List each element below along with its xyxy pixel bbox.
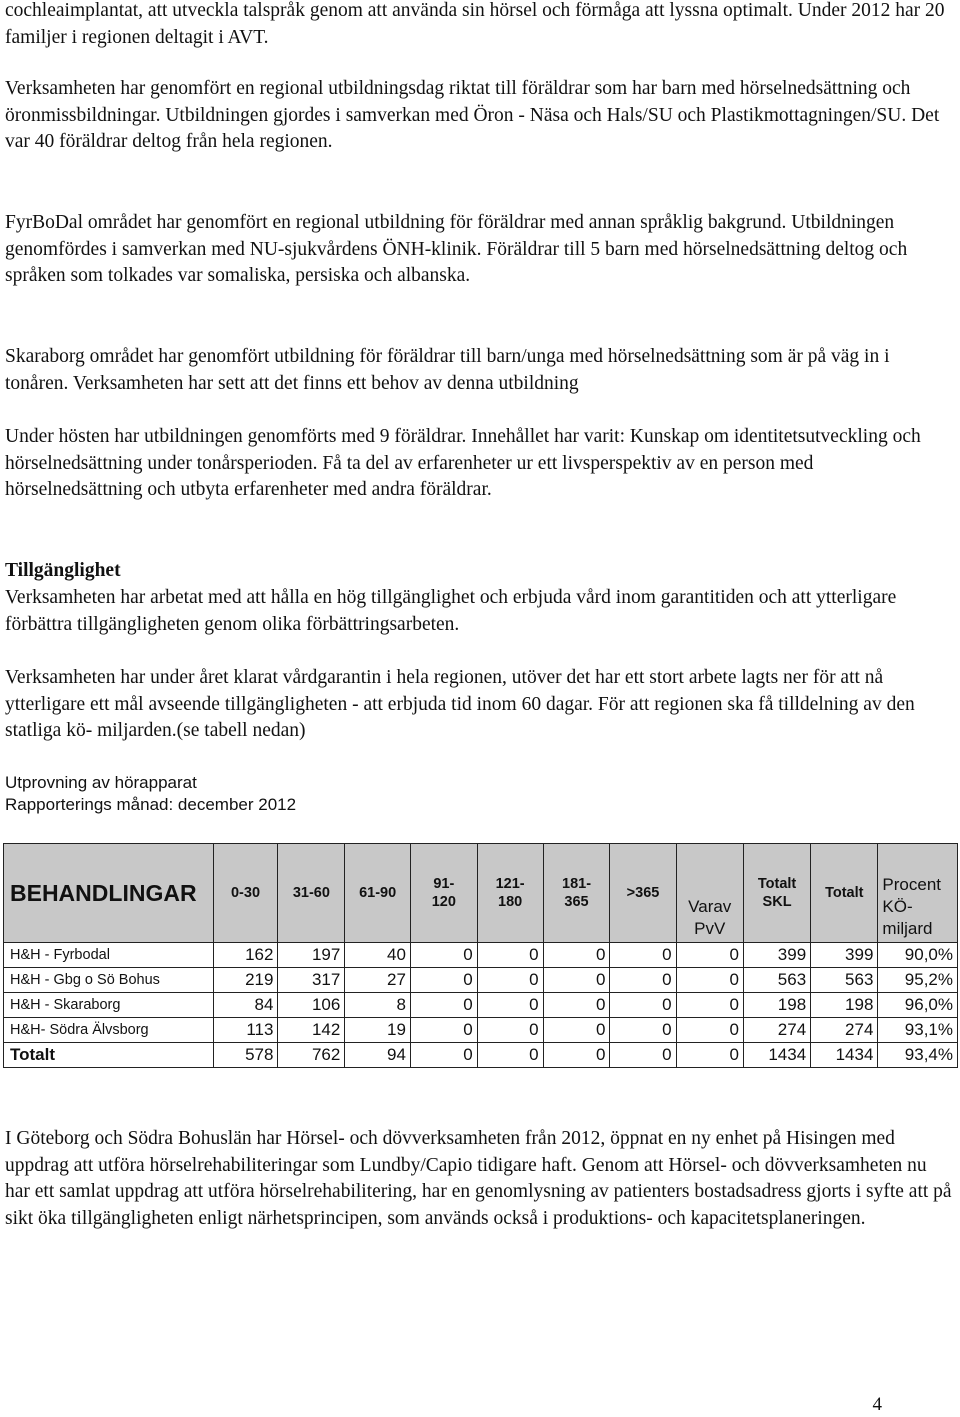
table-cell: 399 — [811, 943, 878, 968]
table-cell: 0 — [610, 993, 676, 1018]
table-cell: 219 — [213, 968, 278, 993]
row-label: H&H- Södra Älvsborg — [4, 1018, 214, 1043]
paragraph-avt: cochleaimplantat, att utveckla talspråk genom att använda sin hörsel och förmåga att lyssna optimalt. Under 2012 har 20 familjer i regionen deltagit i AVT. — [5, 0, 945, 48]
col-header: >365 — [610, 844, 676, 943]
table-cell: 317 — [278, 968, 345, 993]
table-cell: 563 — [743, 968, 810, 993]
table-cell: 399 — [743, 943, 810, 968]
table-cell: 1434 — [811, 1043, 878, 1068]
table-cell: 8 — [345, 993, 411, 1018]
table-cell: 0 — [610, 943, 676, 968]
table-cell: 96,0% — [878, 993, 958, 1018]
section-heading-tillganglighet: Tillgänglighet — [5, 560, 121, 581]
table-cell: 94 — [345, 1043, 411, 1068]
paragraph-utbildningsdag: Verksamheten har genomfört en regional utbildningsdag riktat till föräldrar som har barn med hörselnedsättning och öronmissbildningar. Utbildningen gjordes i samverkan med Öron - Näsa och Hals/SU och Plastikmottagningen/SU. Det var 40 föräldrar deltog från hela regionen. — [5, 78, 940, 153]
behandlingar-table — [3, 843, 958, 1068]
table-cell: 27 — [345, 968, 411, 993]
table-cell: 0 — [477, 968, 543, 993]
table-cell: 0 — [477, 1018, 543, 1043]
table-cell: 95,2% — [878, 968, 958, 993]
paragraph-skaraborg: Skaraborg området har genomfört utbildning för föräldrar till barn/unga med hörselnedsättning som är på väg in i tonåren. Verksamheten har sett att det finns ett behov av denna utbildning — [5, 346, 890, 394]
paragraph-vardgaranti: Verksamheten har under året klarat vårdgarantin i hela regionen, utöver det har ett stort arbete lagts ner för att nå ytterligare ett mål avseende tillgängligheten - att erbjuda tid inom 60 dagar. För att regionen ska få tilldelning av den statliga kö- miljarden.(se tabell nedan) — [5, 667, 915, 742]
table-cell: 563 — [811, 968, 878, 993]
table-cell: 0 — [543, 993, 610, 1018]
table-cell: 0 — [676, 943, 743, 968]
table-cell: 113 — [213, 1018, 278, 1043]
table-cell: 93,4% — [878, 1043, 958, 1068]
table-cell: 93,1% — [878, 1018, 958, 1043]
table-cell: 19 — [345, 1018, 411, 1043]
col-header: Procent KÖ- miljard — [878, 844, 958, 943]
table-cell: 0 — [410, 993, 477, 1018]
table-cell: 0 — [410, 1043, 477, 1068]
col-header: 0-30 — [213, 844, 278, 943]
page-number: 4 — [872, 1394, 882, 1415]
table-cell: 0 — [676, 1043, 743, 1068]
table-cell: 274 — [743, 1018, 810, 1043]
col-header: 31-60 — [278, 844, 345, 943]
table-cell: 0 — [410, 968, 477, 993]
table-cell: 0 — [410, 1018, 477, 1043]
col-header: 121- 180 — [477, 844, 543, 943]
table-cell: 0 — [543, 1043, 610, 1068]
table-cell: 162 — [213, 943, 278, 968]
table-caption-utprovning: Utprovning av hörapparat — [5, 773, 197, 792]
col-header: Totalt SKL — [743, 844, 810, 943]
row-label: Totalt — [4, 1043, 214, 1068]
table-cell: 0 — [543, 943, 610, 968]
table-cell: 0 — [477, 943, 543, 968]
col-header: 181- 365 — [543, 844, 610, 943]
paragraph-goteborg: I Göteborg och Södra Bohuslän har Hörsel- och dövverksamheten från 2012, öppnat en ny enhet på Hisingen med uppdrag att utföra hörselrehabiliteringar som Lundby/Capio tidigare haft. Genom att Hörsel- och dövverksamheten nu har ett samlat uppdrag att utföra hörselrehabilitering, har en genomlysning av patienters bostadsadress gjorts i syfte att på sikt öka tillgängligheten enligt närhetsprincipen, som används också i produktions- och kapacitetsplaneringen. — [5, 1128, 952, 1230]
table-cell: 198 — [743, 993, 810, 1018]
table-cell: 1434 — [743, 1043, 810, 1068]
paragraph-tillganglighet: Verksamheten har arbetat med att hålla en hög tillgänglighet och erbjuda vård inom garantitiden och att ytterligare förbättra tillgängligheten genom olika förbättringsarbeten. — [5, 587, 897, 635]
table-cell: 0 — [477, 993, 543, 1018]
paragraph-skaraborg-hosten: Under hösten har utbildningen genomförts med 9 föräldrar. Innehållet har varit: Kunskap om identitetsutveckling och hörselnedsättning under tonårsperioden. Få ta del av erfarenheter ur ett livsperspektiv av en person med hörselnedsättning och utbyta erfarenheter med andra föräldrar. — [5, 426, 921, 501]
row-label: H&H - Skaraborg — [4, 993, 214, 1018]
table-row — [4, 1018, 958, 1043]
table-header-row — [4, 844, 958, 943]
row-label: H&H - Fyrbodal — [4, 943, 214, 968]
table-row-total — [4, 1043, 958, 1068]
table-caption-month: Rapporterings månad: december 2012 — [5, 795, 297, 814]
table-row — [4, 993, 958, 1018]
table-cell: 578 — [213, 1043, 278, 1068]
table-cell: 0 — [610, 968, 676, 993]
row-label: H&H - Gbg o Sö Bohus — [4, 968, 214, 993]
col-header: 91- 120 — [410, 844, 477, 943]
table-cell: 84 — [213, 993, 278, 1018]
col-header: Varav PvV — [676, 844, 743, 943]
table-cell: 198 — [811, 993, 878, 1018]
col-header: Totalt — [811, 844, 878, 943]
table-row — [4, 943, 958, 968]
table-title: BEHANDLINGAR — [4, 844, 214, 943]
table-cell: 0 — [410, 943, 477, 968]
table-cell: 0 — [676, 968, 743, 993]
table-cell: 762 — [278, 1043, 345, 1068]
table-cell: 40 — [345, 943, 411, 968]
table-cell: 90,0% — [878, 943, 958, 968]
table-row — [4, 968, 958, 993]
table-cell: 0 — [676, 1018, 743, 1043]
paragraph-fyrbodal: FyrBoDal området har genomfört en regional utbildning för föräldrar med annan språklig bakgrund. Utbildningen genomfördes i samverkan med NU-sjukvårdens ÖNH-klinik. Föräldrar till 5 barn med hörselnedsättning deltog och språken som tolkades var somaliska, persiska och albanska. — [5, 212, 908, 287]
table-cell: 0 — [610, 1043, 676, 1068]
table-cell: 0 — [543, 968, 610, 993]
table-cell: 0 — [543, 1018, 610, 1043]
col-header: 61-90 — [345, 844, 411, 943]
table-cell: 0 — [477, 1043, 543, 1068]
table-cell: 0 — [610, 1018, 676, 1043]
table-cell: 142 — [278, 1018, 345, 1043]
table-cell: 274 — [811, 1018, 878, 1043]
table-cell: 0 — [676, 993, 743, 1018]
table-cell: 106 — [278, 993, 345, 1018]
table-cell: 197 — [278, 943, 345, 968]
